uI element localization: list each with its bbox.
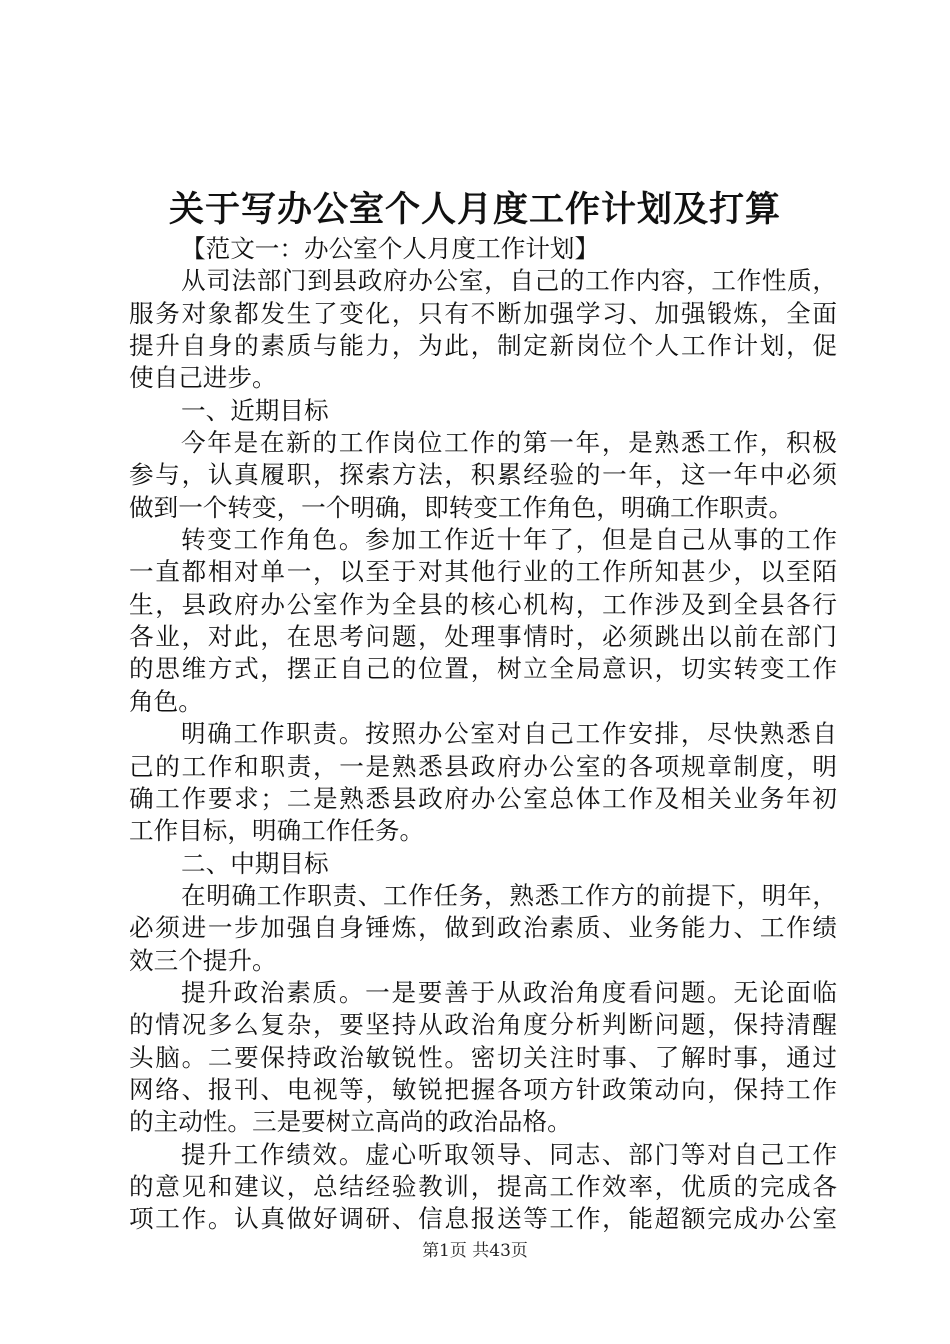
body-line: 项工作。认真做好调研、信息报送等工作，能超额完成办公室 [129, 1204, 837, 1234]
body-line: 的情况多么复杂，要坚持从政治角度分析判断问题，保持清醒 [129, 1010, 837, 1040]
body-line: 从司法部门到县政府办公室，自己的工作内容，工作性质， [181, 266, 837, 296]
document-body [129, 233, 837, 1236]
body-line: 做到一个转变，一个明确，即转变工作角色，明确工作职责。 [129, 492, 794, 522]
page-number: 第1页 共43页 [422, 1241, 528, 1261]
body-line: 服务对象都发生了变化，只有不断加强学习、加强锻炼，全面 [129, 298, 837, 328]
document-title: 关于写办公室个人月度工作计划及打算 [168, 189, 781, 230]
body-line: 参与，认真履职，探索方法，积累经验的一年，这一年中必须 [129, 460, 837, 490]
body-line: 必须进一步加强自身锤炼，做到政治素质、业务能力、工作绩 [129, 913, 837, 943]
body-line: 确工作要求；二是熟悉县政府办公室总体工作及相关业务年初 [129, 783, 837, 813]
body-line: 今年是在新的工作岗位工作的第一年，是熟悉工作，积极 [181, 428, 837, 458]
body-line: 的思维方式，摆正自己的位置，树立全局意识，切实转变工作 [129, 654, 837, 684]
body-line: 明确工作职责。按照办公室对自己工作安排，尽快熟悉自 [181, 719, 837, 749]
section-heading: 二、中期目标 [181, 848, 329, 878]
body-line: 网络、报刊、电视等，敏锐把握各项方针政策动向，保持工作 [129, 1074, 837, 1104]
body-line: 提升政治素质。一是要善于从政治角度看问题。无论面临 [181, 977, 837, 1007]
body-line: 使自己进步。 [129, 363, 277, 393]
body-line: 角色。 [129, 686, 203, 716]
body-line: 【范文一：办公室个人月度工作计划】 [181, 234, 600, 263]
body-line: 工作目标，明确工作任务。 [129, 816, 425, 846]
body-line: 的主动性。三是要树立高尚的政治品格。 [129, 1107, 572, 1137]
body-line: 一直都相对单一，以至于对其他行业的工作所知甚少，以至陌 [129, 557, 837, 587]
body-line: 各业，对此，在思考问题，处理事情时，必须跳出以前在部门 [129, 622, 837, 652]
body-line: 头脑。二要保持政治敏锐性。密切关注时事、了解时事，通过 [129, 1042, 837, 1072]
body-line: 生，县政府办公室作为全县的核心机构，工作涉及到全县各行 [129, 589, 837, 619]
body-line: 提升自身的素质与能力，为此，制定新岗位个人工作计划，促 [129, 331, 837, 361]
section-heading: 一、近期目标 [181, 395, 329, 425]
body-line: 在明确工作职责、工作任务，熟悉工作方的前提下，明年， [181, 880, 837, 910]
body-line: 己的工作和职责，一是熟悉县政府办公室的各项规章制度，明 [129, 751, 837, 781]
body-line: 效三个提升。 [129, 945, 277, 975]
body-line: 的意见和建议，总结经验教训，提高工作效率，优质的完成各 [129, 1171, 837, 1201]
body-line: 转变工作角色。参加工作近十年了，但是自己从事的工作 [181, 525, 837, 555]
body-line: 提升工作绩效。虚心听取领导、同志、部门等对自己工作 [181, 1139, 837, 1169]
